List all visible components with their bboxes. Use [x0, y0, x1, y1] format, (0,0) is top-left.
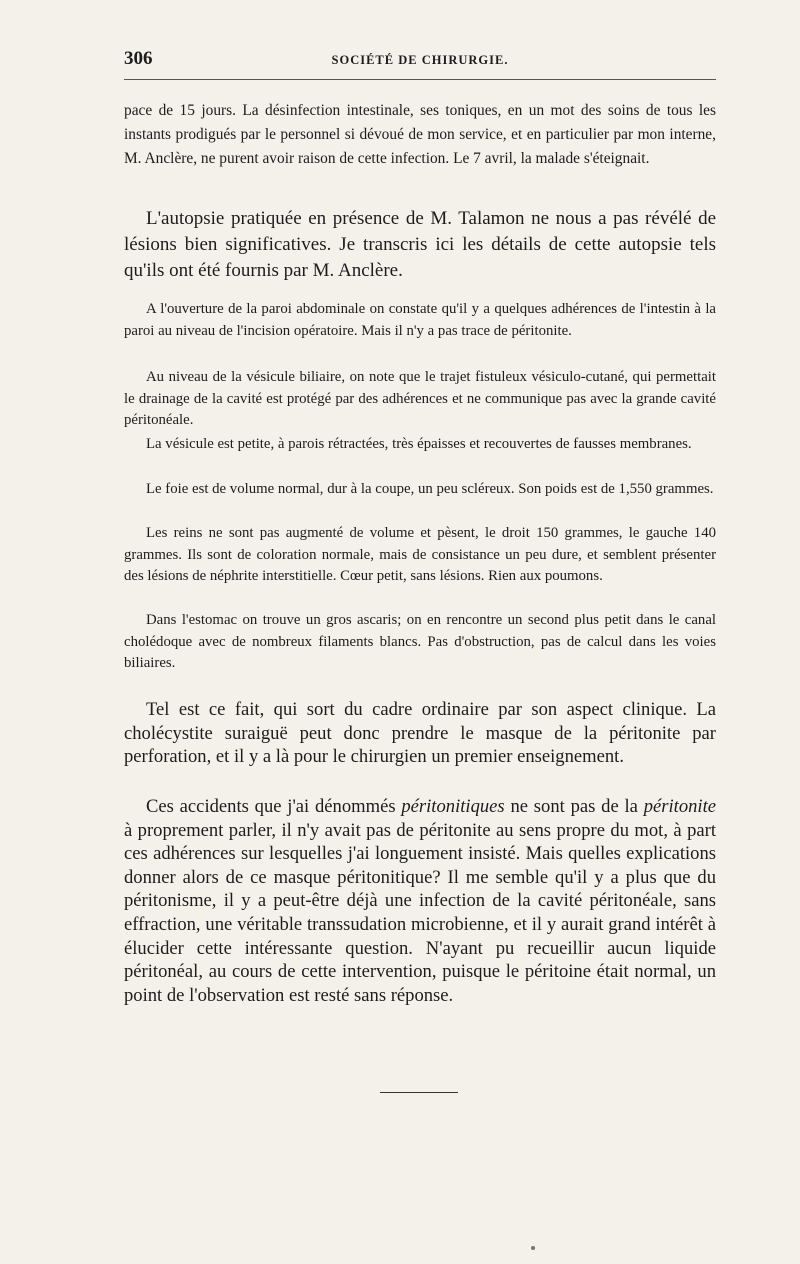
paragraph-autopsy-intro: L'autopsie pratiquée en présence de M. Talamon ne nous a pas révélé de lésions bien significatives. Je transcris ici les détails de cette autopsie tels qu'ils ont été fournis par M. Anclère. — [124, 208, 716, 281]
text-run: Ces accidents que j'ai dénommés — [146, 796, 402, 817]
page-header — [124, 48, 716, 76]
paragraph-discussion — [124, 795, 716, 1007]
print-speck — [531, 1246, 535, 1250]
paragraph-conclusion: Tel est ce fait, qui sort du cadre ordinaire par son aspect clinique. La cholécystite suraiguë peut donc prendre le masque de la péritonite par perforation, et il y a là pour le chirurgien un premier enseignement. — [124, 699, 716, 768]
italic-term: péritonitiques — [401, 796, 505, 817]
autopsy-report-paragraph: Le foie est de volume normal, dur à la coupe, un peu scléreux. Son poids est de 1,550 grammes. — [146, 481, 714, 497]
italic-term: péritonite — [643, 796, 716, 817]
page-number: 306 — [124, 48, 153, 69]
text-run: ne sont pas de la — [504, 796, 644, 817]
autopsy-report-paragraph: Dans l'estomac on trouve un gros ascaris; on en rencontre un second plus petit dans le canal cholédoque avec de nombreux filaments blancs. Pas d'obstruction, pas de calcul dans les voies biliaires. — [124, 612, 716, 672]
section-end-rule — [380, 1092, 458, 1093]
text-run: à proprement parler, il n'y avait pas de péritonite au sens propre du mot, à part ces adhérences sur lesquelles j'ai longuement insisté. Mais quelles explications donner alors de ce masque péritonitique? Il me semble qu'il y a plus que du péritonisme, il y a peut-être déjà une infection de la cavité péritonéale, sans effraction, une véritable transsudation microbienne, et il y aurait grand intérêt à élucider cette intéressante question. N'ayant pu recueillir aucun liquide péritonéal, au cours de cette intervention, puisque le péritoine était normal, un point de l'observation est resté sans réponse. — [124, 819, 716, 1006]
autopsy-report-paragraph: Au niveau de la vésicule biliaire, on note que le trajet fistuleux vésiculo-cutané, qui permettait le drainage de la cavité est protégé par des adhérences et ne communique pas avec la grande cavité péritonéale. — [124, 369, 716, 429]
autopsy-report-paragraph: A l'ouverture de la paroi abdominale on constate qu'il y a quelques adhérences de l'intestin à la paroi au niveau de l'incision opératoire. Mais il n'y a pas trace de péritonite. — [124, 301, 716, 339]
paragraph-continuation: pace de 15 jours. La désinfection intestinale, ses toniques, en un mot des soins de tous les instants prodigués par le personnel si dévoué de mon service, et en particulier par mon interne, M. Anclère, ne purent avoir raison de cette infection. Le 7 avril, la malade s'éteignait. — [124, 102, 716, 168]
autopsy-report-paragraph: La vésicule est petite, à parois rétractées, très épaisses et recouvertes de fausses membranes. — [146, 436, 692, 452]
running-title: SOCIÉTÉ DE CHIRURGIE. — [331, 53, 509, 67]
autopsy-report-paragraph: Les reins ne sont pas augmenté de volume et pèsent, le droit 150 grammes, le gauche 140 grammes. Ils sont de coloration normale, mais de consistance un peu dure, et semblent présenter des lésions de néphrite interstitielle. Cœur petit, sans lésions. Rien aux poumons. — [124, 525, 716, 585]
header-rule — [124, 79, 716, 80]
